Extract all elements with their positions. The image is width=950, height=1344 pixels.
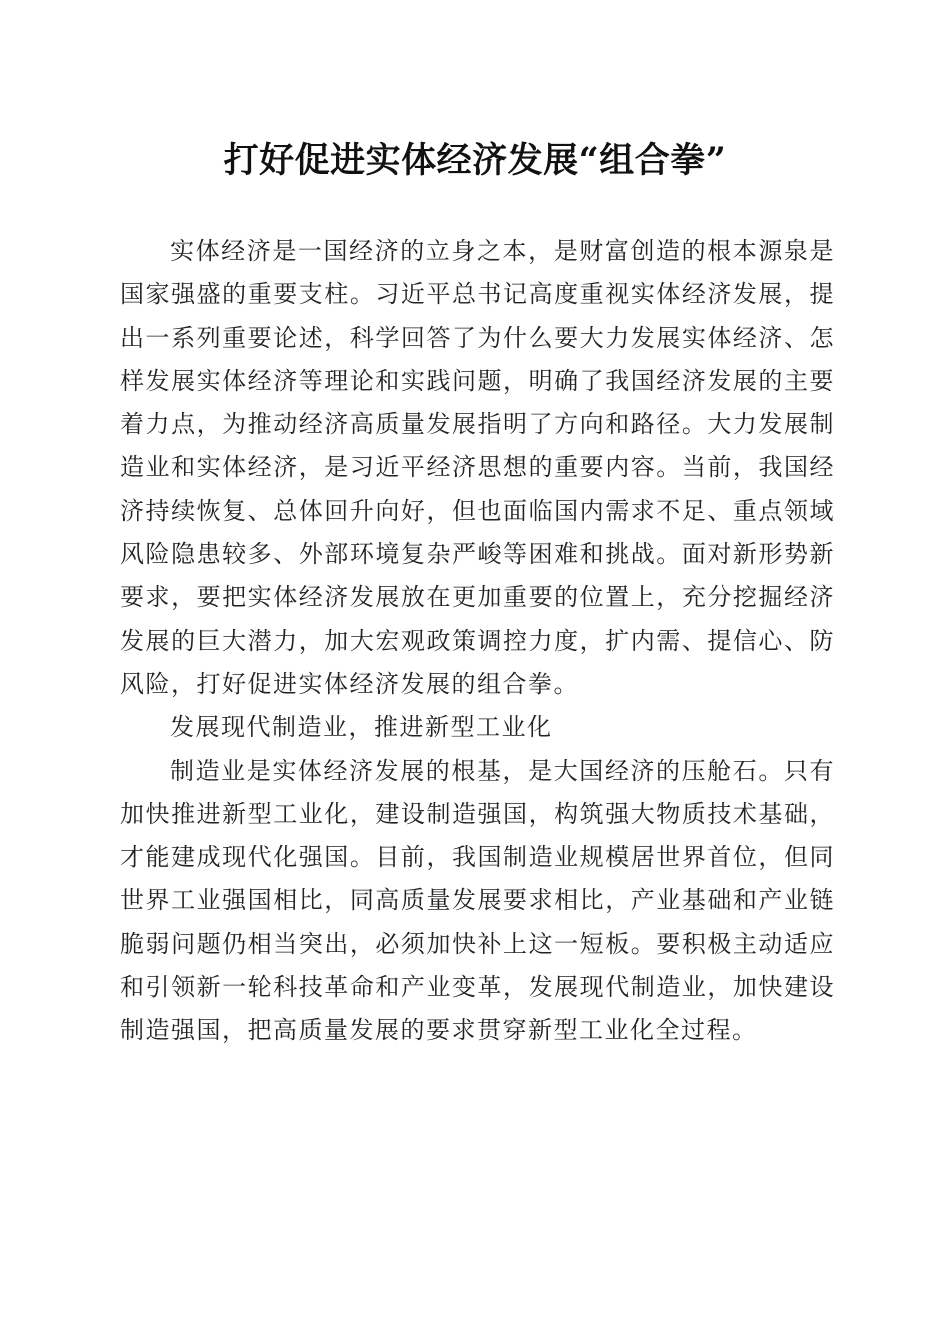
paragraph-intro: 实体经济是一国经济的立身之本，是财富创造的根本源泉是国家强盛的重要支柱。习近平总书记高度重视实体经济发展，提出一系列重要论述，科学回答了为什么要大力发展实体经济、怎样发展实体经济等理论和实践问题，明确了我国经济发展的主要着力点，为推动经济高质量发展指明了方向和路径。大力发展制造业和实体经济，是习近平经济思想的重要内容。当前，我国经济持续恢复、总体回升向好，但也面临国内需求不足、重点领域风险隐患较多、外部环境复杂严峻等困难和挑战。面对新形势新要求，要把实体经济发展放在更加重要的位置上，充分挖掘经济发展的巨大潜力，加大宏观政策调控力度，扩内需、提信心、防风险，打好促进实体经济发展的组合拳。	[120, 237, 835, 698]
paragraph-manufacturing: 制造业是实体经济发展的根基，是大国经济的压舱石。只有加快推进新型工业化，建设制造强国，构筑强大物质技术基础，才能建成现代化强国。目前，我国制造业规模居世界首位，但同世界工业强国相比，同高质量发展要求相比，产业基础和产业链脆弱问题仍相当突出，必须加快补上这一短板。要积极主动适应和引领新一轮科技革命和产业变革，发展现代制造业，加快建设制造强国，把高质量发展的要求贯穿新型工业化全过程。	[120, 756, 835, 1045]
document-body	[120, 230, 835, 1053]
section-heading: 发展现代制造业，推进新型工业化	[170, 713, 553, 742]
document-title: 打好促进实体经济发展“组合拳”	[223, 140, 727, 181]
